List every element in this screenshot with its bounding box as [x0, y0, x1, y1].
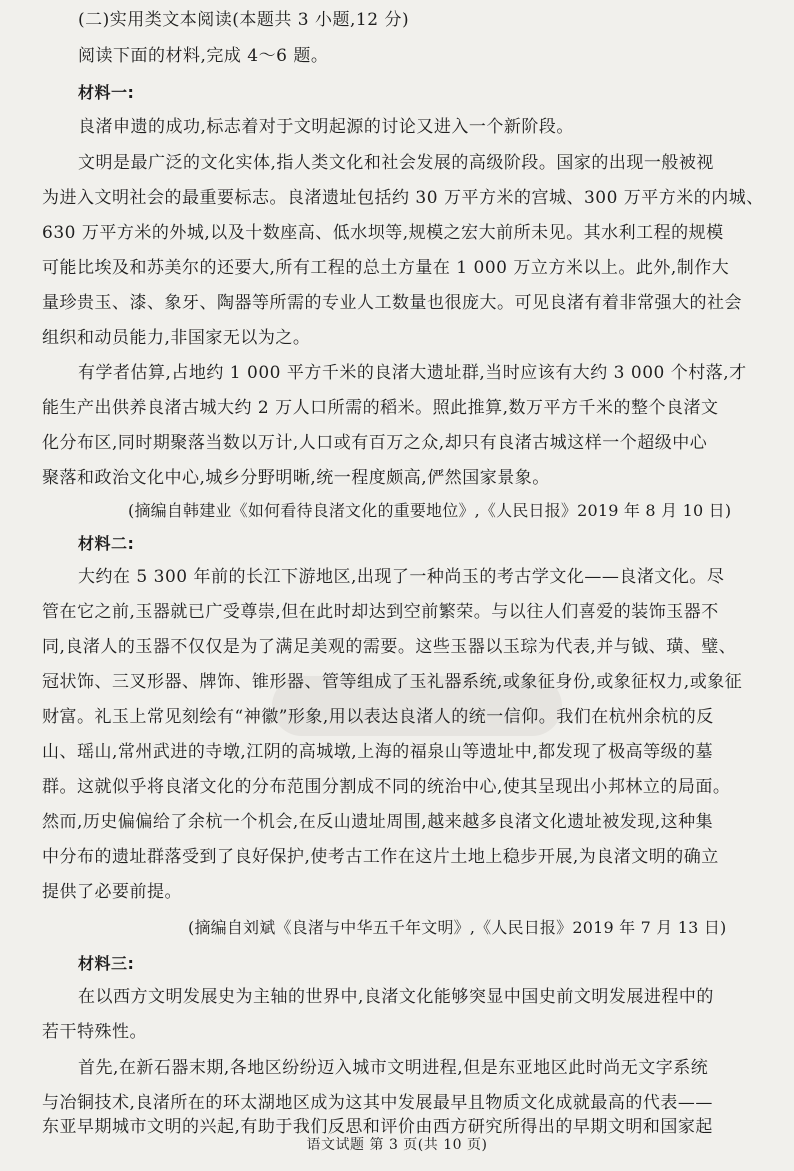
- section-header: (二)实用类文本阅读(本题共 3 小题,12 分): [78, 10, 410, 30]
- material1-line: 有学者估算,占地约 1 000 平方千米的良渚大遗址群,当时应该有大约 3 000 个村落,才: [78, 363, 747, 383]
- material1-source: (摘编自韩建业《如何看待良渚文化的重要地位》,《人民日报》2019 年 8 月 10 日): [128, 501, 732, 520]
- material2-line: 冠状饰、三叉形器、牌饰、锥形器、管等组成了玉礼器系统,或象征身份,或象征权力,或象征: [42, 672, 743, 692]
- material1-line: 文明是最广泛的文化实体,指人类文化和社会发展的高级阶段。国家的出现一般被视: [78, 153, 714, 173]
- material3-line: 东亚早期城市文明的兴起,有助于我们反思和评价由西方研究所得出的早期文明和国家起: [42, 1117, 713, 1137]
- material2-line: 管在它之前,玉器就已广受尊崇,但在此时却达到空前繁荣。与以往人们喜爱的装饰玉器不: [42, 602, 719, 622]
- material1-line: 为进入文明社会的最重要标志。良渚遗址包括约 30 万平方米的宫城、300 万平方米的内城、: [42, 188, 764, 208]
- material1-title: 材料一:: [78, 83, 135, 102]
- material2-line: 财富。礼玉上常见刻绘有“神徽”形象,用以表达良渚人的统一信仰。我们在杭州余杭的反: [42, 707, 714, 727]
- material3-line: 首先,在新石器末期,各地区纷纷迈入城市文明进程,但是东亚地区此时尚无文字系统: [78, 1058, 709, 1078]
- material1-line: 化分布区,同时期聚落当数以万计,人口或有百万之众,却只有良渚古城这样一个超级中心: [42, 433, 708, 453]
- material1-line: 630 万平方米的外城,以及十数座高、低水坝等,规模之宏大前所未见。其水利工程的规模: [42, 223, 724, 243]
- material2-line: 中分布的遗址群落受到了良好保护,使考古工作在这片土地上稳步开展,为良渚文明的确立: [42, 847, 719, 867]
- material1-line: 聚落和政治文化中心,城乡分野明晰,统一程度颇高,俨然国家景象。: [42, 468, 550, 488]
- material3-line: 若干特殊性。: [42, 1022, 147, 1042]
- material1-line: 组织和动员能力,非国家无以为之。: [42, 328, 311, 348]
- material1-line: 可能比埃及和苏美尔的还要大,所有工程的总土方量在 1 000 万立方米以上。此外,制作大: [42, 258, 730, 278]
- material3-line: 在以西方文明发展史为主轴的世界中,良渚文化能够突显中国史前文明发展进程中的: [78, 987, 714, 1007]
- material2-line: 大约在 5 300 年前的长江下游地区,出现了一种尚玉的考古学文化——良渚文化。尽: [78, 567, 725, 587]
- material2-line: 山、瑶山,常州武进的寺墩,江阴的高城墩,上海的福泉山等遗址中,都发现了极高等级的墓: [42, 742, 714, 762]
- material2-line: 群。这就似乎将良渚文化的分布范围分割成不同的统治中心,使其呈现出小邦林立的局面。: [42, 777, 731, 797]
- page-footer: 语文试题 第 3 页(共 10 页): [306, 1137, 488, 1153]
- material1-line: 良渚申遗的成功,标志着对于文明起源的讨论又进入一个新阶段。: [78, 117, 574, 137]
- material2-source: (摘编自刘斌《良渚与中华五千年文明》,《人民日报》2019 年 7 月 13 日): [188, 918, 727, 937]
- material2-line: 然而,历史偏偏给了余杭一个机会,在反山遗址周围,越来越多良渚文化遗址被发现,这种集: [42, 812, 714, 832]
- material2-line: 同,良渚人的玉器不仅仅是为了满足美观的需要。这些玉器以玉琮为代表,并与钺、璜、璧、: [42, 637, 737, 657]
- material2-title: 材料二:: [78, 534, 135, 553]
- material3-title: 材料三:: [78, 954, 135, 973]
- material2-line: 提供了必要前提。: [42, 882, 182, 902]
- material3-line: 与冶铜技术,良渚所在的环太湖地区成为这其中发展最早且物质文化成就最高的代表——: [42, 1093, 713, 1113]
- section-instruction: 阅读下面的材料,完成 4～6 题。: [78, 46, 329, 66]
- material1-line: 量珍贵玉、漆、象牙、陶器等所需的专业人工数量也很庞大。可见良渚有着非常强大的社会: [42, 293, 742, 313]
- material1-line: 能生产出供养良渚古城大约 2 万人口所需的稻米。照此推算,数万平方千米的整个良渚文: [42, 398, 719, 418]
